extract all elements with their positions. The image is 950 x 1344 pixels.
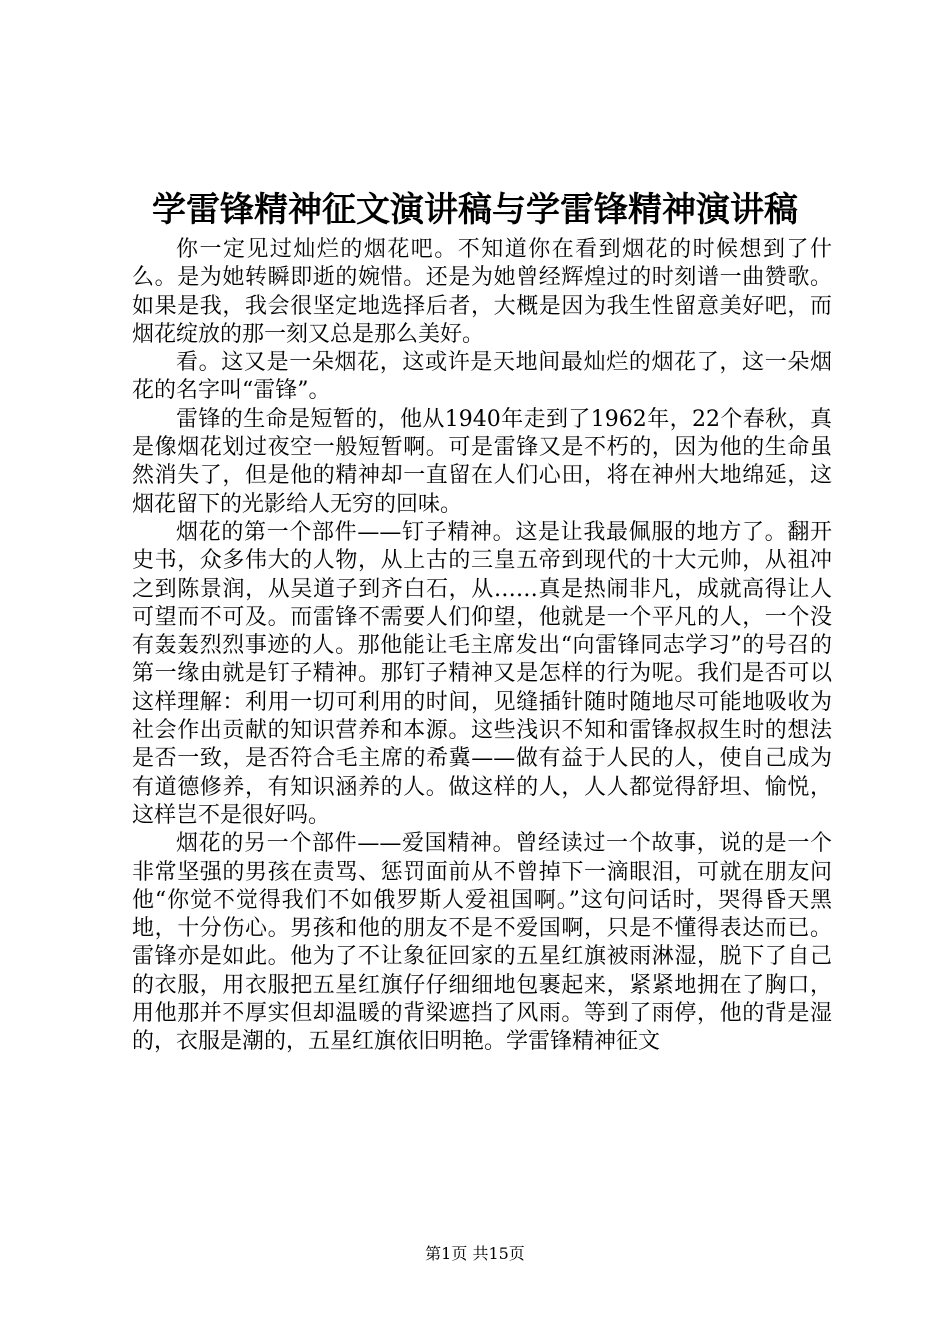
- page-footer: 第1页 共15页: [425, 1244, 525, 1263]
- document-body: [132, 236, 832, 1057]
- paragraph-5: 烟花的另一个部件——爱国精神。曾经读过一个故事，说的是一个非常坚强的男孩在责骂、惩罚面前从不曾掉下一滴眼泪，可就在朋友问他“你觉不觉得我们不如俄罗斯人爱祖国啊。”这句问话时，哭得昏天黑地，十分伤心。男孩和他的朋友不是不爱国啊，只是不懂得表达而已。雷锋亦是如此。他为了不让象征回家的五星红旗被雨淋湿，脱下了自己的衣服，用衣服把五星红旗仔仔细细地包裹起来，紧紧地拥在了胸口，用他那并不厚实但却温暖的背梁遮挡了风雨。等到了雨停，他的背是湿的，衣服是潮的，五星红旗依旧明艳。学雷锋精神征文: [132, 831, 832, 1055]
- paragraph-1: 你一定见过灿烂的烟花吧。不知道你在看到烟花的时候想到了什么。是为她转瞬即逝的婉惜。还是为她曾经辉煌过的时刻谱一曲赞歌。如果是我，我会很坚定地选择后者，大概是因为我生性留意美好吧，而烟花绽放的那一刻又总是那么美好。: [132, 237, 832, 347]
- paragraph-4: 烟花的第一个部件——钉子精神。这是让我最佩服的地方了。翻开史书，众多伟大的人物，从上古的三皇五帝到现代的十大元帅，从祖冲之到陈景润，从吴道子到齐白石，从……真是热闹非凡，成就高得让人可望而不可及。而雷锋不需要人们仰望，他就是一个平凡的人，一个没有轰轰烈烈事迹的人。那他能让毛主席发出“向雷锋同志学习”的号召的第一缘由就是钉子精神。那钉子精神又是怎样的行为呢。我们是否可以这样理解：利用一切可利用的时间，见缝插针随时随地尽可能地吸收为社会作出贡献的知识营养和本源。这些浅识不知和雷锋叔叔生时的想法是否一致，是否符合毛主席的希冀——做有益于人民的人，使自己成为有道德修养，有知识涵养的人。做这样的人，人人都觉得舒坦、愉悦，这样岂不是很好吗。: [132, 519, 832, 828]
- paragraph-3: 雷锋的生命是短暂的，他从1940年走到了1962年，22个春秋，真是像烟花划过夜空一般短暂啊。可是雷锋又是不朽的，因为他的生命虽然消失了，但是他的精神却一直留在人们心田，将在神州大地绵延，这烟花留下的光影给人无穷的回味。: [132, 406, 832, 517]
- document-title: 学雷锋精神征文演讲稿与学雷锋精神演讲稿: [152, 190, 798, 230]
- paragraph-2: 看。这又是一朵烟花，这或许是天地间最灿烂的烟花了，这一朵烟花的名字叫“雷锋”。: [132, 350, 832, 404]
